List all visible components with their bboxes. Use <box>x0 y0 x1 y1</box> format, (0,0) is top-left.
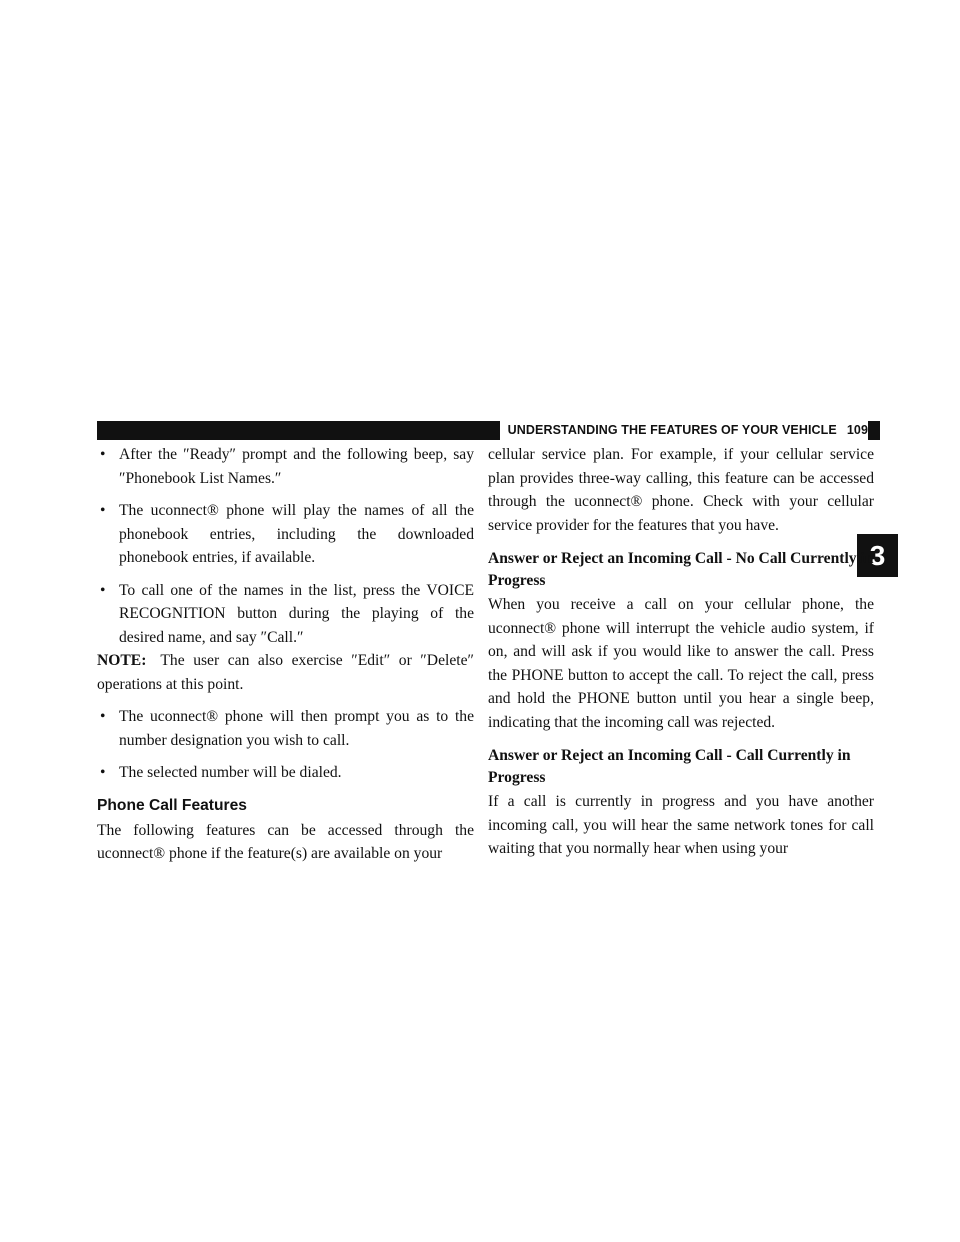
bullet-icon: • <box>100 502 106 519</box>
left-column <box>97 440 474 866</box>
note-text: The user can also exercise ″Edit″ or ″Delete″ operations at this point. <box>97 652 474 693</box>
bullet-icon: • <box>100 708 106 725</box>
bullet-icon: • <box>100 581 106 599</box>
header-title: UNDERSTANDING THE FEATURES OF YOUR VEHICLE <box>507 423 837 437</box>
chapter-tab: 3 <box>857 534 898 577</box>
bullet-text: The uconnect® phone will then prompt you as to the number designation you wish to call. <box>119 708 474 749</box>
bullet-icon: • <box>100 446 106 463</box>
continued-paragraph: cellular service plan. For example, if your cellular service plan provides three-way calling, this feature can be accessed through the uconnect® phone. Check with your cellular service provider for the features that you have. <box>488 446 874 534</box>
bullet-item <box>97 705 474 752</box>
bullet-text: To call one of the names in the list, press the VOICE RECOGNITION button during the playing of the desired name, and say ″Call.″ <box>119 581 474 646</box>
right-column <box>488 440 874 861</box>
subsection-heading: Answer or Reject an Incoming Call - Call Currently in Progress <box>488 747 851 786</box>
bullet-item <box>97 579 474 650</box>
note-paragraph <box>97 649 474 696</box>
bullet-text: The selected number will be dialed. <box>119 764 342 781</box>
note-label: NOTE: <box>97 652 147 669</box>
subsection-text: If a call is currently in progress and you have another incoming call, you will hear the same network tones for call waiting that you normally hear when using your <box>488 793 874 857</box>
page-number: 109 <box>846 423 868 437</box>
section-heading: Phone Call Features <box>97 796 247 814</box>
bullet-item <box>97 443 474 490</box>
running-header <box>500 421 868 440</box>
bullet-item <box>97 761 474 785</box>
section-text: The following features can be accessed through the uconnect® phone if the feature(s) are available on your <box>97 821 474 862</box>
bullet-icon: • <box>100 764 106 781</box>
bullet-item <box>97 499 474 570</box>
subsection-text: When you receive a call on your cellular phone, the uconnect® phone will interrupt the vehicle audio system, if on, and will ask if you would like to answer the call. Press the PHONE button to accept the call. To reject the call, press and hold the PHONE button until you hear a single beep, indicating that the incoming call was rejected. <box>488 596 874 731</box>
bullet-text: After the ″Ready″ prompt and the following beep, say ″Phonebook List Names.″ <box>119 446 474 487</box>
bullet-text: The uconnect® phone will play the names of all the phonebook entries, including the downloaded phonebook entries, if available. <box>119 502 474 566</box>
subsection-heading: Answer or Reject an Incoming Call - No Call Currently in Progress <box>488 550 874 589</box>
